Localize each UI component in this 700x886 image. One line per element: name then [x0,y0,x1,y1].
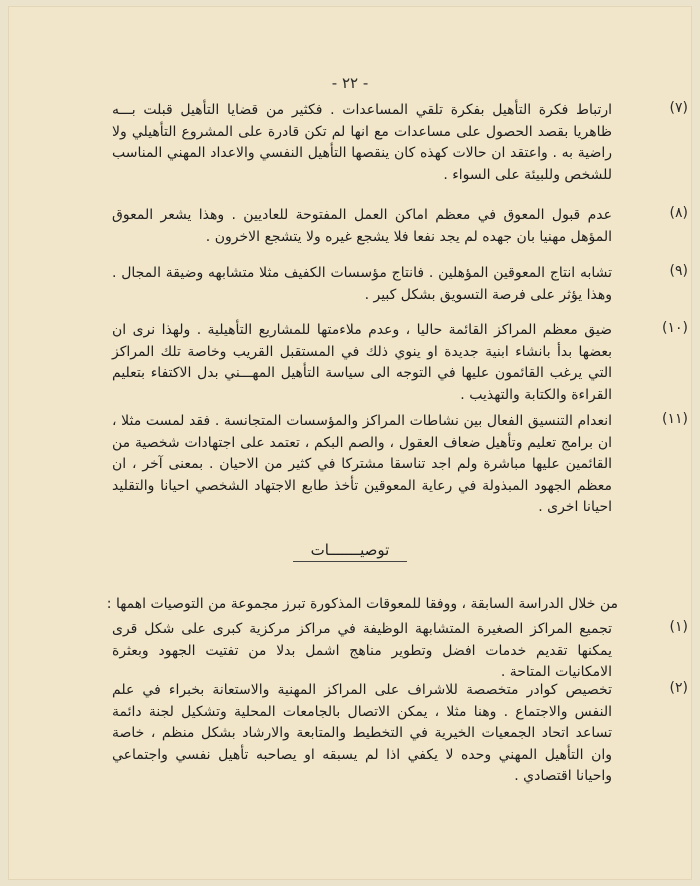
item-number: (١١) [662,411,688,427]
item-text: تشابه انتاج المعوقين المؤهلين . فانتاج مؤسسات الكفيف مثلا متشابهه وضيقة المجال . وهذا يؤثر على فرصة التسويق بشكل كبير . [112,265,612,303]
item-text: تخصيص كوادر متخصصة للاشراف على المراكز المهنية والاستعانة بخبراء في علم النفس والاجتماع . وهنا مثلا ، يمكن الاتصال بالجامعات المحلية وتشكيل لجنة دائمة تساعد اتحاد الجمعيات الخيرية في التخطيط والمتابعة والارشاد بشكل منظم ، خاصة وان التأهيل المهني وحده لا يكفي اذا لم يسبقه او يصاحبه تأهيل نفسي واجتماعي واحيانا اقتصادي . [112,682,612,784]
list-item-9 [112,263,688,306]
list-item-8 [112,205,688,248]
item-number: (٢) [669,680,688,696]
item-text: عدم قبول المعوق في معظم اماكن العمل المفتوحة للعاديين . وهذا يشعر المعوق المؤهل مهنيا بان جهده لم يجد نفعا فلا يشجع غيره ولا يتشجع الاخرون . [112,207,612,245]
page-number: - ٢٢ - [331,74,369,92]
list-item-10 [112,320,688,406]
item-number: (١٠) [662,320,688,336]
recommendations-intro: من خلال الدراسة السابقة ، ووفقا للمعوقات المذكورة تبرز مجموعة من التوصيات اهمها : [106,596,618,612]
item-text: تجميع المراكز الصغيرة المتشابهة الوظيفة في مراكز مركزية كبرى على شكل قرى يمكنها تقديم خدمات افضل وتطوير مناهج اشمل بدلا من تفتيت الجهود وبعثرة الامكانيات المتاحة . [112,621,612,680]
recommendation-item-2 [112,680,688,788]
item-number: (٩) [669,263,688,279]
list-item-11 [112,411,688,519]
item-text: انعدام التنسيق الفعال بين نشاطات المراكز والمؤسسات المتجانسة . فقد لمست مثلا ، ان برامج تعليم وتأهيل ضعاف العقول ، والصم البكم ، تعتمد على اجتهادات شخصية من القائمين عليها مباشرة ولم اجد تناسقا مشتركا في كثير من الاحيان . بمعنى آخر ، ان معظم الجهود المبذولة في رعاية المعوقين تأخذ طابع الاجتهاد الشخصي احيانا والتقليد احيانا اخرى . [112,413,612,515]
item-number: (١) [669,619,688,635]
recommendation-item-1 [112,619,688,684]
item-text: ارتباط فكرة التأهيل بفكرة تلقي المساعدات . فكثير من قضايا التأهيل قبلت بـــه ظاهريا بقصد الحصول على مساعدات مع انها لم تكن قادرة على المشروع التأهيلي ولا راضية به . واعتقد ان حالات كهذه كان ينقصها التأهيل النفسي والاعداد المهني المناسب للشخص وللبيئة على السواء . [112,102,612,183]
recommendations-heading-wrap [0,540,700,562]
item-number: (٨) [669,205,688,221]
item-text: ضيق معظم المراكز القائمة حاليا ، وعدم ملاءمتها للمشاريع التأهيلية . ولهذا نرى ان بعضها بدأ بانشاء ابنية جديدة او ينوي ذلك في المستقبل القريب وخاصة تلك المراكز التي يرغب القائمون عليها في التوجه الى سياسة التأهيل المهـــني بدل الاكتفاء بتعليم القراءة والكتابة والتهذيب . [112,322,612,403]
item-number: (٧) [669,100,688,116]
list-item-7 [112,100,688,186]
recommendations-heading: توصيـــــــات [293,541,408,562]
